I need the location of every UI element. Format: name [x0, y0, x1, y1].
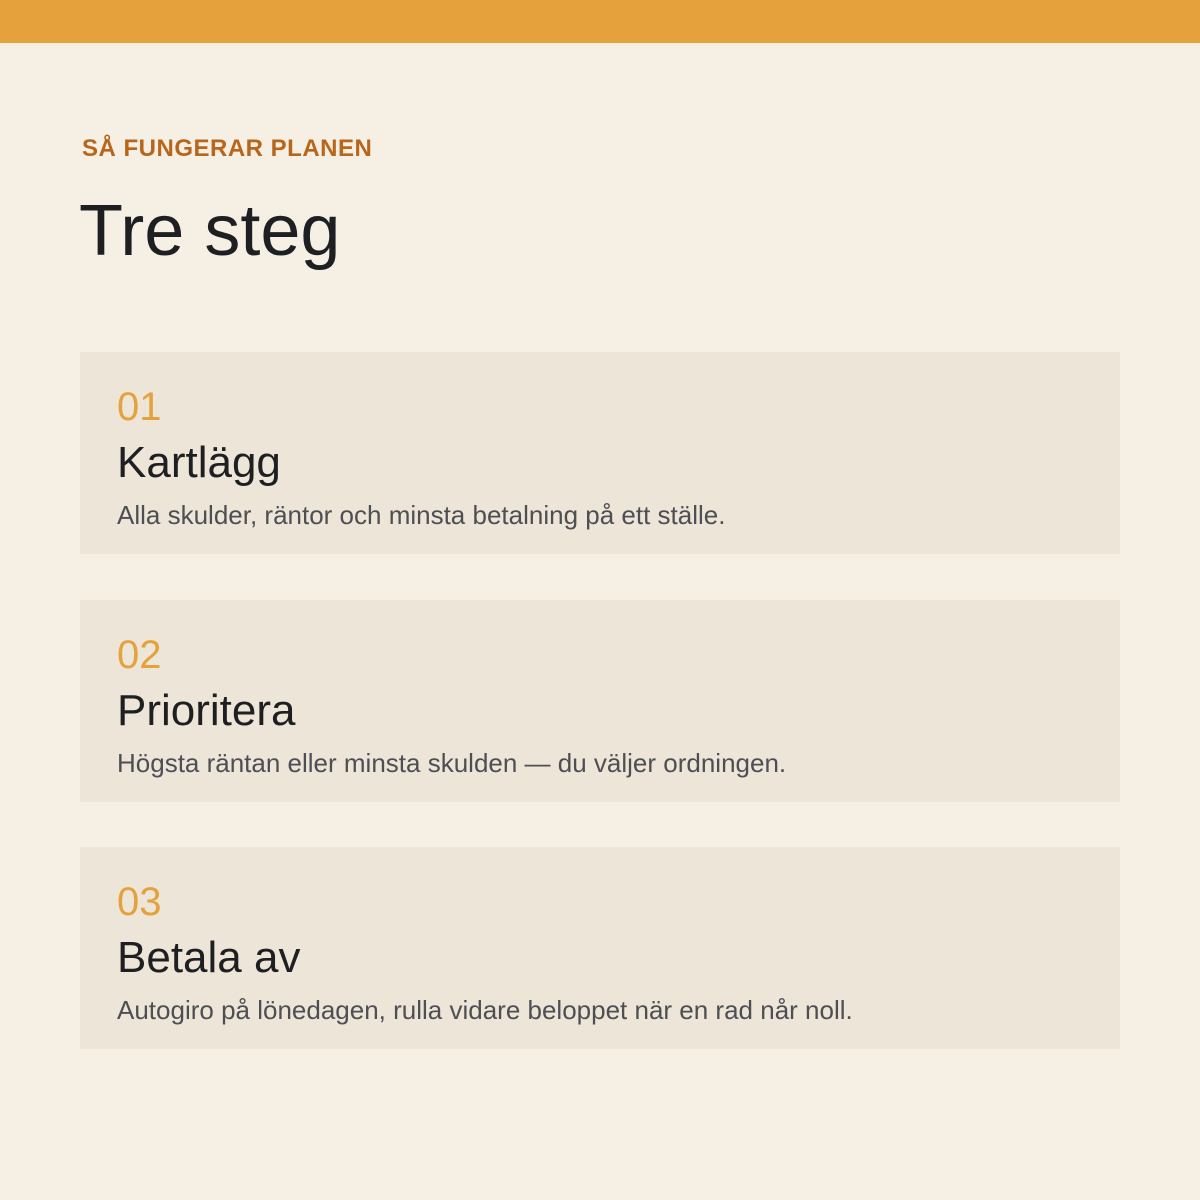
step-number: 03 — [117, 880, 162, 924]
step-description: Autogiro på lönedagen, rulla vidare beloppet när en rad når noll. — [117, 995, 853, 1025]
step-card-2 — [80, 600, 1120, 802]
step-card-1 — [80, 352, 1120, 554]
step-number: 01 — [117, 385, 162, 429]
step-title: Prioritera — [117, 686, 296, 735]
page-title: Tre steg — [79, 191, 341, 271]
step-card-3 — [80, 847, 1120, 1049]
step-description: Högsta räntan eller minsta skulden — du väljer ordningen. — [117, 748, 787, 778]
step-title: Betala av — [117, 933, 301, 982]
step-description: Alla skulder, räntor och minsta betalning på ett ställe. — [117, 500, 726, 530]
section-eyebrow: SÅ FUNGERAR PLANEN — [82, 135, 373, 162]
step-title: Kartlägg — [117, 438, 281, 487]
top-accent-bar — [0, 0, 1200, 43]
step-number: 02 — [117, 633, 162, 677]
